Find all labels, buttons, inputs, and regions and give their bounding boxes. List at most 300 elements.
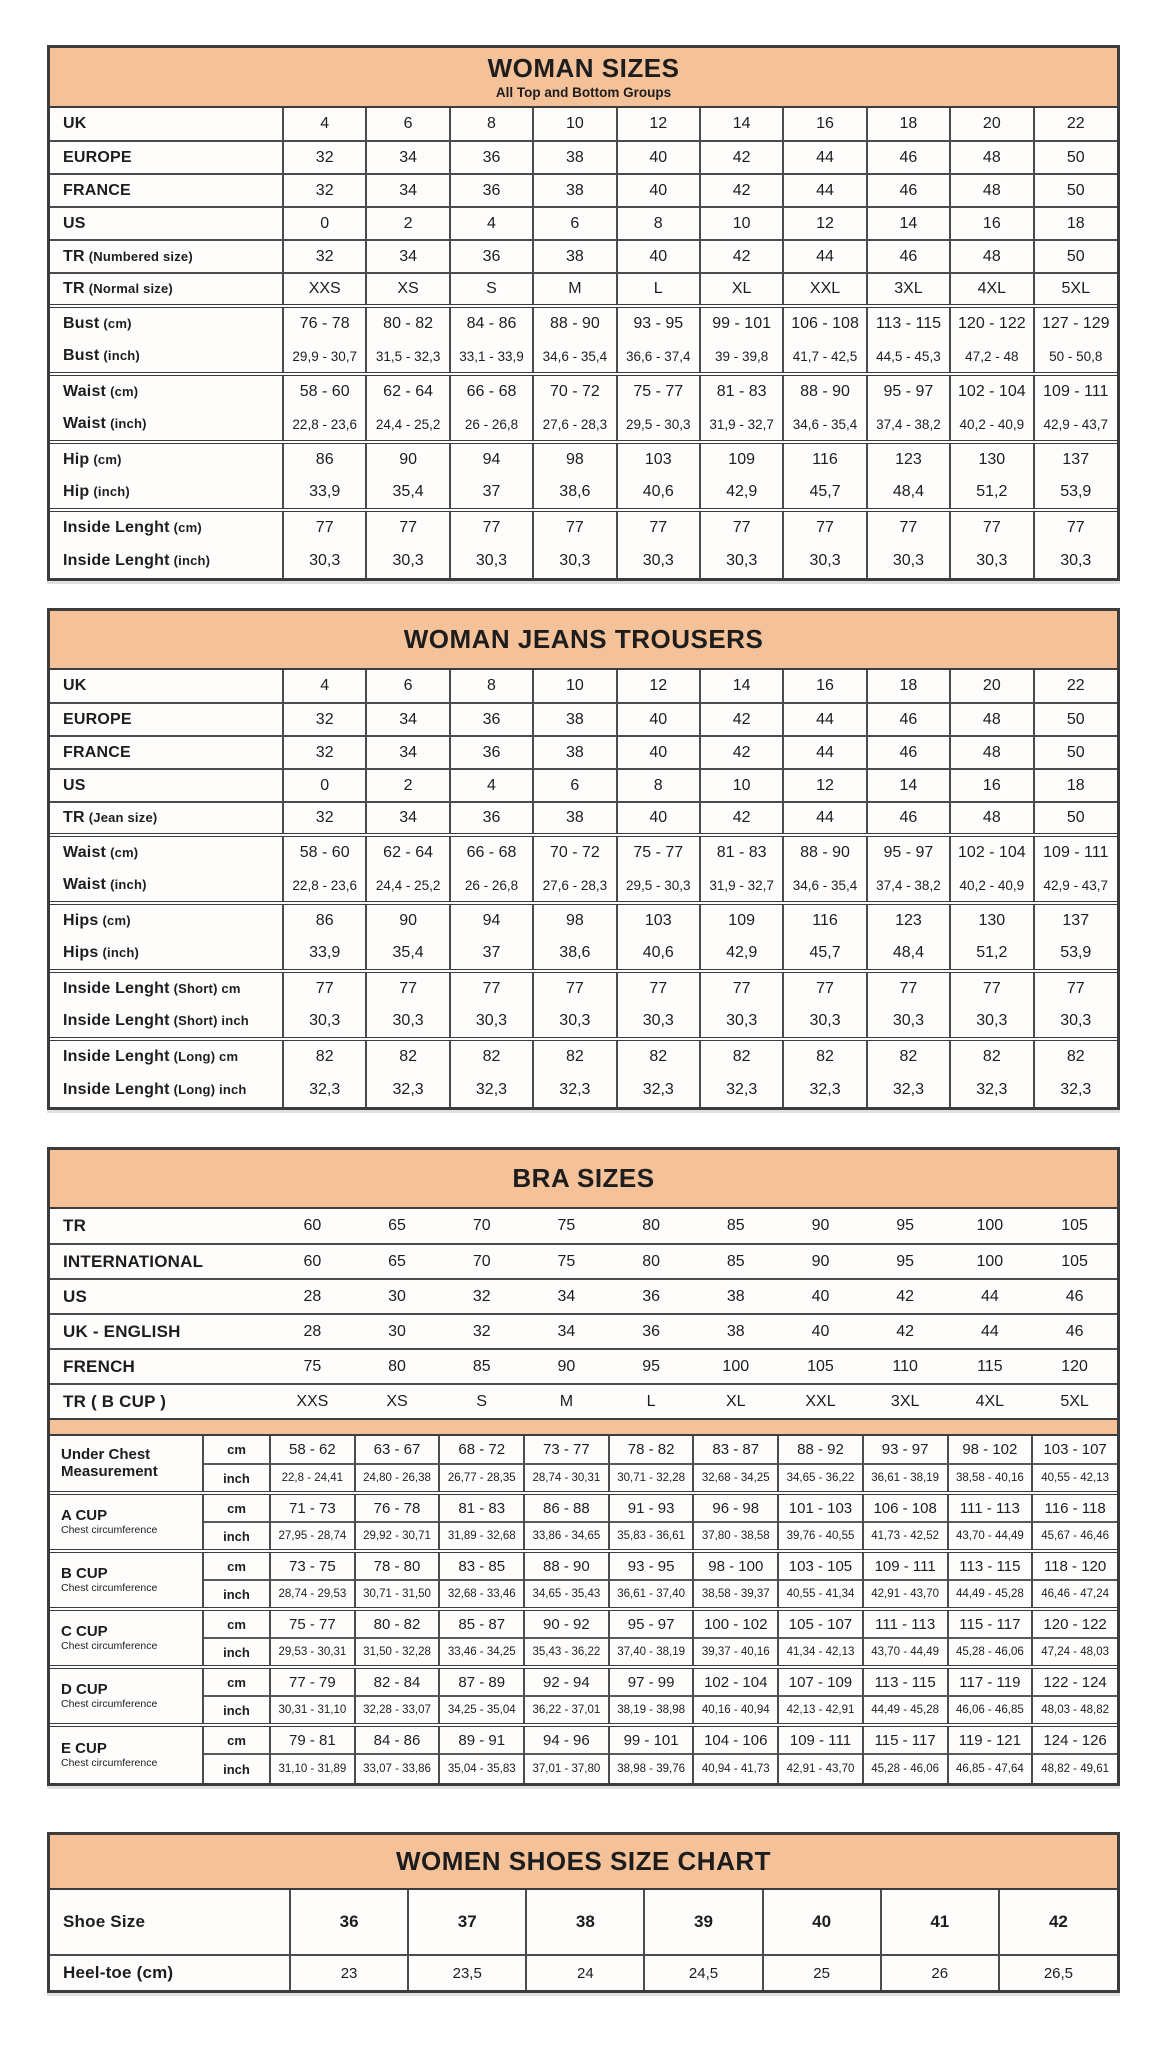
table-cell: 37,40 - 38,19 — [609, 1638, 694, 1667]
table-cell: 31,9 - 32,7 — [700, 869, 783, 903]
row-label-unit: (cm) — [93, 452, 122, 467]
table-cell: 12 — [617, 670, 700, 703]
table-cell: 100 — [948, 1244, 1033, 1279]
cup-label — [50, 1551, 203, 1609]
table-cell: 116 - 118 — [1032, 1493, 1117, 1522]
table-cell: 10 — [533, 108, 616, 141]
table-cell: 81 - 83 — [700, 374, 783, 408]
table-cell: 36 — [450, 703, 533, 736]
bra-sizes-section — [47, 1147, 1120, 1786]
table-cell: 109 - 111 — [778, 1725, 863, 1754]
table-cell: 62 - 64 — [366, 835, 449, 869]
table-cell: 115 — [948, 1349, 1033, 1384]
bra-sizes-grid — [50, 1209, 1117, 1783]
table-cell: 32 — [283, 802, 366, 835]
table-cell: 71 - 73 — [270, 1493, 355, 1522]
table-cell: 36 — [450, 736, 533, 769]
table-cell: 76 - 78 — [355, 1493, 440, 1522]
table-cell: 42,91 - 43,70 — [863, 1580, 948, 1609]
table-cell: 115 - 117 — [948, 1609, 1033, 1638]
table-cell: 30,3 — [366, 544, 449, 578]
table-cell: 36,61 - 38,19 — [863, 1464, 948, 1493]
table-cell: 8 — [617, 207, 700, 240]
table-cell: 98 - 102 — [948, 1435, 1033, 1464]
table-row — [50, 1039, 1117, 1073]
table-cell: 82 — [366, 1039, 449, 1073]
table-cell: 88 - 90 — [524, 1551, 609, 1580]
unit-label-inch: inch — [203, 1754, 270, 1783]
table-cell: 42 — [700, 703, 783, 736]
table-cell: 80 — [355, 1349, 440, 1384]
table-cell: 124 - 126 — [1032, 1725, 1117, 1754]
table-cell: 44 — [948, 1314, 1033, 1349]
table-cell: 32,3 — [450, 1073, 533, 1107]
table-cell: 16 — [783, 670, 866, 703]
table-cell: 63 - 67 — [355, 1435, 440, 1464]
table-cell: 50 — [1034, 736, 1117, 769]
table-cell: 41,7 - 42,5 — [783, 340, 866, 374]
row-label: US — [50, 1279, 270, 1314]
table-cell: 90 — [366, 903, 449, 937]
table-cell: 16 — [950, 207, 1033, 240]
orange-divider-cell — [50, 1419, 1117, 1435]
table-cell: 51,2 — [950, 937, 1033, 971]
table-cell: 101 - 103 — [778, 1493, 863, 1522]
table-cell: 75 - 77 — [270, 1609, 355, 1638]
table-cell: 40,2 - 40,9 — [950, 408, 1033, 442]
table-cell: 44 — [783, 802, 866, 835]
table-cell: 30,31 - 31,10 — [270, 1696, 355, 1725]
table-cell: 40,94 - 41,73 — [693, 1754, 778, 1783]
table-cell: 38 — [526, 1890, 644, 1955]
table-cell: 30,3 — [783, 544, 866, 578]
table-cell: 30,3 — [867, 544, 950, 578]
table-cell: 40 — [763, 1890, 881, 1955]
table-cell: 44,49 - 45,28 — [863, 1696, 948, 1725]
row-label: UK - ENGLISH — [50, 1314, 270, 1349]
table-cell: 44 — [783, 141, 866, 174]
table-cell: 43,70 - 44,49 — [863, 1638, 948, 1667]
table-row — [50, 374, 1117, 408]
table-cell: 50 - 50,8 — [1034, 340, 1117, 374]
table-cell: 95 - 97 — [867, 835, 950, 869]
unit-label-cm: cm — [203, 1667, 270, 1696]
table-cell: 34 — [524, 1279, 609, 1314]
table-cell: 46 — [867, 736, 950, 769]
row-label-unit: (inch) — [93, 484, 130, 499]
table-cell: 82 — [950, 1039, 1033, 1073]
table-cell: 29,92 - 30,71 — [355, 1522, 440, 1551]
table-cell: 40,6 — [617, 476, 700, 510]
row-label — [50, 240, 283, 273]
row-label-unit: (inch) — [173, 553, 211, 568]
table-cell: 77 — [950, 510, 1033, 544]
table-cell: 32 — [283, 240, 366, 273]
table-cell: 77 — [700, 510, 783, 544]
table-cell: 104 - 106 — [693, 1725, 778, 1754]
table-cell: 88 - 92 — [778, 1435, 863, 1464]
table-cell: 58 - 60 — [283, 835, 366, 869]
row-label — [50, 1073, 283, 1107]
table-cell: 95 — [609, 1349, 694, 1384]
table-cell: 113 - 115 — [948, 1551, 1033, 1580]
row-label-unit: (Long) cm — [173, 1049, 239, 1064]
table-cell: 81 - 83 — [439, 1493, 524, 1522]
table-cell: 28,74 - 29,53 — [270, 1580, 355, 1609]
table-cell: 45,28 - 46,06 — [863, 1754, 948, 1783]
table-cell: 48 — [950, 240, 1033, 273]
table-cell: L — [609, 1384, 694, 1419]
table-cell: 77 - 79 — [270, 1667, 355, 1696]
row-label-text: TR — [63, 809, 85, 826]
table-cell: 34,25 - 35,04 — [439, 1696, 524, 1725]
table-cell: 24,80 - 26,38 — [355, 1464, 440, 1493]
table-cell: 22,8 - 24,41 — [270, 1464, 355, 1493]
table-cell: 95 - 97 — [867, 374, 950, 408]
table-cell: 90 — [366, 442, 449, 476]
table-cell: 116 — [783, 903, 866, 937]
table-cell: 46 — [1032, 1314, 1117, 1349]
cup-label — [50, 1667, 203, 1725]
table-cell: 109 - 111 — [1034, 835, 1117, 869]
table-cell: 41,34 - 42,13 — [778, 1638, 863, 1667]
table-cell: 115 - 117 — [863, 1725, 948, 1754]
table-cell: 30,3 — [617, 1005, 700, 1039]
table-row — [50, 1754, 1117, 1783]
table-cell: 36 — [609, 1279, 694, 1314]
cup-subtitle: Chest circumference — [61, 1524, 158, 1537]
table-cell: 48 — [950, 802, 1033, 835]
table-cell: 93 - 95 — [617, 306, 700, 340]
table-cell: 96 - 98 — [693, 1493, 778, 1522]
table-cell: 86 — [283, 903, 366, 937]
table-cell: 38 — [533, 802, 616, 835]
table-cell: 95 — [863, 1244, 948, 1279]
table-cell: 81 - 83 — [700, 835, 783, 869]
row-label-text: Inside Lenght — [63, 980, 170, 997]
table-cell: S — [439, 1384, 524, 1419]
table-cell: 0 — [283, 769, 366, 802]
table-cell: 6 — [366, 670, 449, 703]
table-cell: 32,28 - 33,07 — [355, 1696, 440, 1725]
table-cell: 4 — [450, 769, 533, 802]
table-cell: 12 — [617, 108, 700, 141]
table-cell: 46 — [867, 174, 950, 207]
table-cell: 30 — [355, 1279, 440, 1314]
table-cell: 38 — [693, 1314, 778, 1349]
table-cell: 83 - 87 — [693, 1435, 778, 1464]
row-label — [50, 1005, 283, 1039]
cup-subtitle: Chest circumference — [61, 1757, 158, 1770]
table-cell: 46 — [867, 240, 950, 273]
table-cell: 94 — [450, 903, 533, 937]
table-cell: 66 - 68 — [450, 835, 533, 869]
woman-jeans-grid — [50, 670, 1117, 1107]
table-cell: 86 — [283, 442, 366, 476]
table-cell: 100 — [693, 1349, 778, 1384]
table-title: WOMEN SHOES SIZE CHART — [395, 1846, 771, 1876]
table-cell: 45,67 - 46,46 — [1032, 1522, 1117, 1551]
table-cell: 68 - 72 — [439, 1435, 524, 1464]
table-cell: 18 — [867, 108, 950, 141]
table-cell: 36 — [609, 1314, 694, 1349]
table-cell: 36,22 - 37,01 — [524, 1696, 609, 1725]
table-cell: 48,4 — [867, 937, 950, 971]
row-label-text: Bust — [63, 347, 100, 364]
table-cell: 75 - 77 — [617, 374, 700, 408]
table-cell: 77 — [617, 971, 700, 1005]
table-cell: 70 - 72 — [533, 835, 616, 869]
table-cell: 42 — [700, 141, 783, 174]
table-cell: 48 — [950, 141, 1033, 174]
table-cell: 35,83 - 36,61 — [609, 1522, 694, 1551]
row-label-text: US — [63, 776, 86, 794]
table-cell: 27,6 - 28,3 — [533, 869, 616, 903]
table-cell: 37 — [408, 1890, 526, 1955]
table-cell: 30,3 — [1034, 1005, 1117, 1039]
row-label-unit: (Short) cm — [173, 981, 241, 996]
table-cell: 10 — [700, 207, 783, 240]
table-cell: 4 — [283, 108, 366, 141]
table-row — [50, 1890, 1117, 1955]
row-label-text: TR — [63, 247, 85, 265]
table-row — [50, 1609, 1117, 1638]
table-cell: 103 - 105 — [778, 1551, 863, 1580]
table-cell: 77 — [700, 971, 783, 1005]
table-cell: 44,5 - 45,3 — [867, 340, 950, 374]
table-cell: 50 — [1034, 141, 1117, 174]
cup-subtitle: Chest circumference — [61, 1582, 158, 1595]
row-label — [50, 408, 283, 442]
table-cell: 38,6 — [533, 937, 616, 971]
table-cell: 14 — [700, 670, 783, 703]
table-cell: 42 — [863, 1279, 948, 1314]
table-cell: 83 - 85 — [439, 1551, 524, 1580]
table-cell: 30,3 — [450, 1005, 533, 1039]
row-label-text: Hips — [63, 944, 99, 961]
table-cell: 86 - 88 — [524, 1493, 609, 1522]
table-cell: 34,6 - 35,4 — [783, 408, 866, 442]
table-row — [50, 1725, 1117, 1754]
table-cell: 93 - 95 — [609, 1551, 694, 1580]
table-cell: 77 — [366, 971, 449, 1005]
row-label-unit: (inch) — [110, 416, 147, 431]
table-cell: 32,3 — [617, 1073, 700, 1107]
table-cell: 46,06 - 46,85 — [948, 1696, 1033, 1725]
table-cell: 44 — [783, 703, 866, 736]
table-cell: 58 - 60 — [283, 374, 366, 408]
table-cell: 98 - 100 — [693, 1551, 778, 1580]
table-cell: 32,3 — [366, 1073, 449, 1107]
row-label — [50, 510, 283, 544]
table-cell: 32,3 — [533, 1073, 616, 1107]
table-cell: 119 - 121 — [948, 1725, 1033, 1754]
table-cell: 32,3 — [867, 1073, 950, 1107]
table-cell: 45,28 - 46,06 — [948, 1638, 1033, 1667]
table-cell: 35,43 - 36,22 — [524, 1638, 609, 1667]
table-cell: XS — [366, 273, 449, 306]
table-cell: 10 — [533, 670, 616, 703]
table-cell: 5XL — [1034, 273, 1117, 306]
table-cell: 50 — [1034, 703, 1117, 736]
table-cell: 28,74 - 30,31 — [524, 1464, 609, 1493]
table-cell: 46 — [867, 141, 950, 174]
table-cell: 14 — [700, 108, 783, 141]
table-cell: 36 — [450, 141, 533, 174]
table-cell: 40,55 - 42,13 — [1032, 1464, 1117, 1493]
table-cell: 30,3 — [450, 544, 533, 578]
table-cell: 122 - 124 — [1032, 1667, 1117, 1696]
table-cell: 80 — [642, 1217, 660, 1234]
table-cell: 40 — [617, 736, 700, 769]
table-cell: 94 — [450, 442, 533, 476]
table-cell: 31,5 - 32,3 — [366, 340, 449, 374]
table-cell: 37,4 - 38,2 — [867, 408, 950, 442]
table-cell: 38,6 — [533, 476, 616, 510]
row-label-text: Waist — [63, 383, 107, 400]
table-cell: 0 — [283, 207, 366, 240]
table-cell: 37,80 - 38,58 — [693, 1522, 778, 1551]
table-row — [50, 1464, 1117, 1493]
table-cell: 31,9 - 32,7 — [700, 408, 783, 442]
row-label: INTERNATIONAL — [50, 1244, 270, 1279]
cup-subtitle: Chest circumference — [61, 1698, 158, 1711]
table-cell: 105 — [1032, 1244, 1117, 1279]
table-cell: 77 — [783, 510, 866, 544]
table-cell: 106 - 108 — [863, 1493, 948, 1522]
table-cell: 95 - 97 — [609, 1609, 694, 1638]
table-cell: 36,61 - 37,40 — [609, 1580, 694, 1609]
table-row — [50, 544, 1117, 578]
unit-label-cm: cm — [203, 1725, 270, 1754]
cup-name: C CUP — [61, 1622, 108, 1640]
table-cell: 90 — [524, 1349, 609, 1384]
table-cell: 24 — [526, 1955, 644, 1990]
table-row — [50, 937, 1117, 971]
table-row — [50, 1638, 1117, 1667]
table-cell: 6 — [533, 207, 616, 240]
unit-label-cm: cm — [203, 1493, 270, 1522]
row-label-unit: (Long) inch — [173, 1082, 247, 1097]
table-cell: 120 - 122 — [1032, 1609, 1117, 1638]
table-cell: 87 - 89 — [439, 1667, 524, 1696]
table-cell: 38 — [533, 141, 616, 174]
table-cell: 40 — [617, 703, 700, 736]
row-label — [50, 903, 283, 937]
table-cell: 73 - 75 — [270, 1551, 355, 1580]
table-row — [50, 476, 1117, 510]
table-cell: 42,13 - 42,91 — [778, 1696, 863, 1725]
cup-label — [50, 1725, 203, 1783]
table-cell: 34 — [366, 174, 449, 207]
table-cell: 60 — [303, 1217, 322, 1234]
table-cell: 44 — [948, 1279, 1033, 1314]
table-cell: 127 - 129 — [1034, 306, 1117, 340]
table-cell: 30,3 — [867, 1005, 950, 1039]
table-cell: 107 - 109 — [778, 1667, 863, 1696]
table-cell: 14 — [867, 769, 950, 802]
table-cell: 82 - 84 — [355, 1667, 440, 1696]
table-cell: 120 - 122 — [950, 306, 1033, 340]
table-cell: 28 — [270, 1314, 355, 1349]
table-cell: 48 — [950, 736, 1033, 769]
row-label — [50, 174, 283, 207]
table-cell: 26 — [881, 1955, 999, 1990]
table-cell: 130 — [950, 903, 1033, 937]
table-cell: 50 — [1034, 174, 1117, 207]
table-cell: 32,3 — [783, 1073, 866, 1107]
table-cell: 118 - 120 — [1032, 1551, 1117, 1580]
table-cell: 22,8 - 23,6 — [283, 869, 366, 903]
row-label — [50, 306, 283, 340]
row-label-text: Hips — [63, 912, 99, 929]
table-row — [50, 903, 1117, 937]
table-cell: 102 - 104 — [693, 1667, 778, 1696]
table-cell: 42,91 - 43,70 — [778, 1754, 863, 1783]
table-cell: 4XL — [950, 273, 1033, 306]
table-cell: 5XL — [1032, 1384, 1117, 1419]
table-cell: 78 - 82 — [609, 1435, 694, 1464]
table-cell: 30,3 — [1034, 544, 1117, 578]
table-row — [50, 971, 1117, 1005]
table-cell: 40,6 — [617, 937, 700, 971]
table-cell: 109 — [700, 442, 783, 476]
row-label-unit: (Normal size) — [88, 281, 173, 296]
table-cell: 30 — [355, 1314, 440, 1349]
table-cell: 41,73 - 42,52 — [863, 1522, 948, 1551]
table-row — [50, 1209, 1117, 1244]
table-cell: 20 — [950, 108, 1033, 141]
table-cell: 42,9 - 43,7 — [1034, 869, 1117, 903]
table-cell: 103 — [617, 903, 700, 937]
table-cell: 82 — [700, 1039, 783, 1073]
unit-label-inch: inch — [203, 1464, 270, 1493]
table-cell: 103 — [617, 442, 700, 476]
table-cell: 50 — [1034, 240, 1117, 273]
table-cell: 98 — [533, 903, 616, 937]
table-cell: 77 — [283, 510, 366, 544]
table-row — [50, 108, 1117, 141]
table-cell: 10 — [700, 769, 783, 802]
table-cell: 36,6 - 37,4 — [617, 340, 700, 374]
row-label-text: FRANCE — [63, 743, 131, 761]
table-cell: 109 - 111 — [863, 1551, 948, 1580]
table-cell: 39 — [644, 1890, 762, 1955]
row-label: Shoe Size — [63, 1912, 146, 1931]
table-cell: 38 — [693, 1279, 778, 1314]
table-cell: 43,70 - 44,49 — [948, 1522, 1033, 1551]
table-cell: 30,71 - 32,28 — [609, 1464, 694, 1493]
table-cell: 30,3 — [366, 1005, 449, 1039]
table-cell: 42 — [999, 1890, 1117, 1955]
table-cell: 48 — [950, 174, 1033, 207]
table-row — [50, 1349, 1117, 1384]
table-cell: 32,3 — [950, 1073, 1033, 1107]
table-cell: 77 — [533, 510, 616, 544]
table-cell: 34 — [366, 736, 449, 769]
table-cell: 77 — [1034, 971, 1117, 1005]
table-cell: 34 — [366, 240, 449, 273]
table-row — [50, 1667, 1117, 1696]
row-label-unit: (inch) — [110, 877, 147, 892]
table-row — [50, 769, 1117, 802]
table-row — [50, 1279, 1117, 1314]
unit-label-inch: inch — [203, 1696, 270, 1725]
row-label-text: Waist — [63, 876, 107, 893]
row-label: TR — [63, 1216, 87, 1235]
table-cell: XXL — [778, 1384, 863, 1419]
table-cell: 53,9 — [1034, 476, 1117, 510]
